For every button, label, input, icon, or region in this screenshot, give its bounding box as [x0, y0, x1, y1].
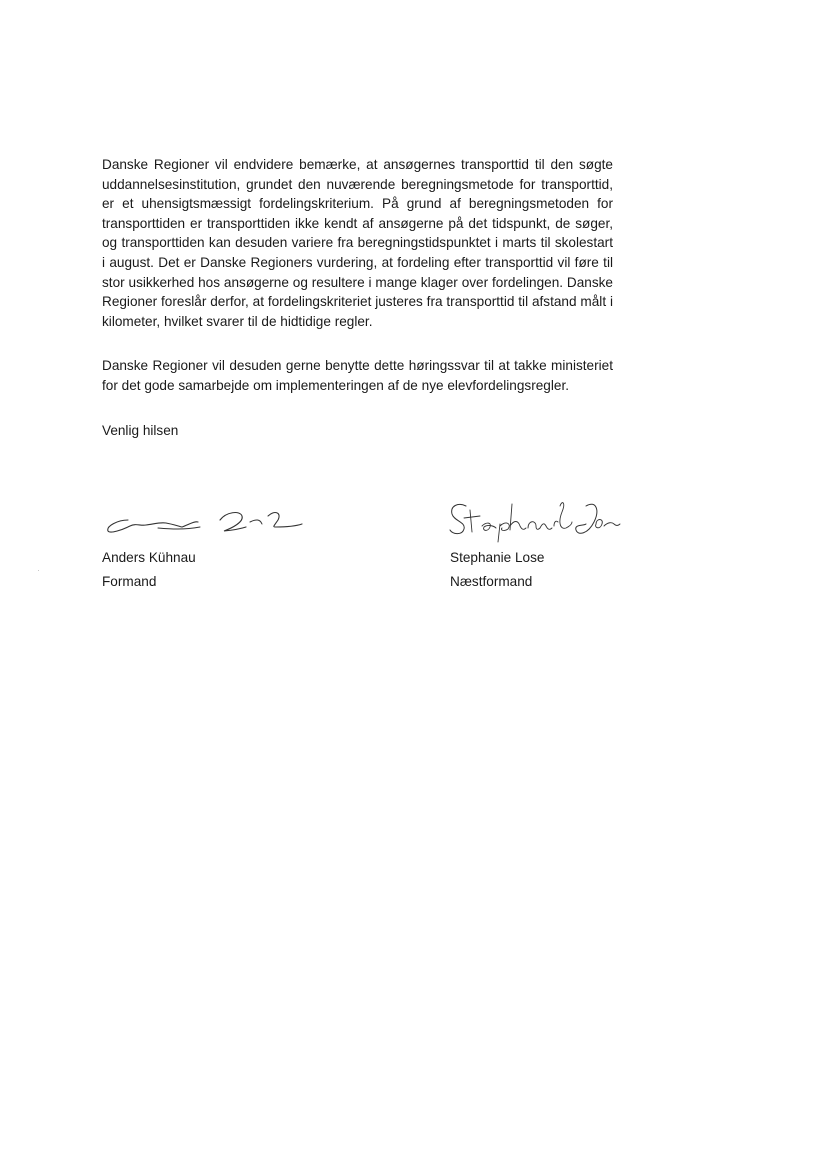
- signatory-title: Næstformand: [450, 574, 533, 589]
- handwritten-signature-left: [100, 500, 310, 540]
- signatory-title: Formand: [102, 574, 157, 589]
- scan-speck: [38, 570, 39, 571]
- signatory-name: Anders Kühnau: [102, 550, 196, 565]
- signature-stephanie-lose: [446, 496, 621, 544]
- signatory-name: Stephanie Lose: [450, 550, 545, 565]
- signature-anders-kuhnau: [100, 500, 310, 540]
- closing-greeting: Venlig hilsen: [102, 422, 179, 438]
- paragraph-thanks: Danske Regioner vil desuden gerne benytte dette høringssvar til at takke ministeriet for det gode samarbejde om implementeringen af de nye elevfordelingsregler.: [102, 358, 613, 393]
- paragraph-transport-time: Danske Regioner vil endvidere bemærke, at ansøgernes transporttid til den søgte uddannelsesinstitution, grundet den nuværende beregningsmetode for transporttid, er et uhensigtsmæssigt fordelingskriterium. På grund af beregningsmetoden for transporttiden er transporttiden ikke kendt af ansøgerne på det tidspunkt, de søger, og transporttiden kan desuden variere fra beregningstidspunktet i marts til skolestart i august. Det er Danske Regioners vurdering, at fordeling efter transporttid vil føre til stor usikkerhed hos ansøgerne og resultere i mange klager over fordelingen. Danske Regioner foreslår derfor, at fordelingskriteriet justeres fra transporttid til afstand målt i kilometer, hvilket svarer til de hidtidige regler.: [102, 157, 613, 329]
- signatory-left: [102, 546, 196, 594]
- handwritten-signature-right: [446, 496, 621, 544]
- signatory-right: [450, 546, 544, 594]
- letter-body: [102, 155, 613, 440]
